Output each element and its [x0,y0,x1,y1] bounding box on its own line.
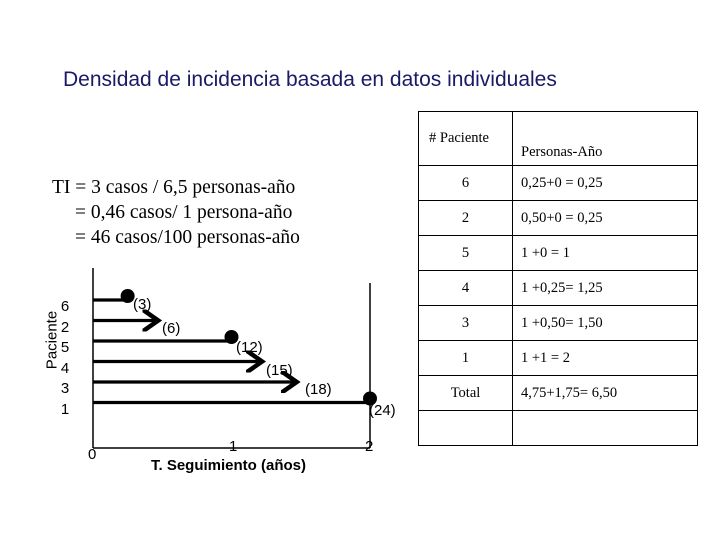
slide-title: Densidad de incidencia basada en datos individuales [63,68,557,91]
followup-duration-label: (18) [305,381,332,398]
table-cell-patient: Total [419,376,513,411]
person-years-table [418,111,698,446]
table-header-patient: # Paciente [419,112,513,166]
x-tick-label: 2 [365,438,374,455]
table-row [419,166,698,201]
patient-label: 6 [60,298,70,315]
table-cell-patient: 3 [419,306,513,341]
table-row [419,236,698,271]
patient-label: 2 [60,318,70,336]
table-cell-patient: 2 [419,201,513,236]
table-row-empty [419,411,698,446]
patient-label: 3 [60,380,70,397]
table-cell-patient: 6 [419,166,513,201]
table-cell-patient: 5 [419,236,513,271]
table-header-person-years: Personas-Año [513,112,698,166]
formula-line-2: = 0,46 casos/ 1 persona-año [75,202,293,223]
table-row [419,271,698,306]
formula-line-1: TI = 3 casos / 6,5 personas-año [52,177,296,198]
table-cell-value: 1 +0,50= 1,50 [513,306,698,341]
patient-label: 4 [60,359,70,377]
table-row [419,306,698,341]
followup-duration-label: (12) [236,339,263,356]
table-row [419,201,698,236]
table-cell-value: 1 +0 = 1 [513,236,698,271]
x-axis-title: T. Seguimiento (años) [151,457,307,474]
table-cell-value: 1 +1 = 2 [513,341,698,376]
table-cell-value: 1 +0,25= 1,25 [513,271,698,306]
followup-duration-label: (24) [369,402,396,419]
x-tick-label: 1 [229,438,238,455]
table-row [419,341,698,376]
patient-label: 5 [60,339,70,356]
table-cell-empty [419,411,513,446]
y-axis-title: Paciente [43,310,61,370]
table-cell-empty [513,411,698,446]
followup-duration-label: (15) [266,362,293,379]
table-cell-value: 0,50+0 = 0,25 [513,201,698,236]
table-header-row [419,112,698,166]
table-cell-value: 4,75+1,75= 6,50 [513,376,698,411]
followup-duration-label: (3) [133,296,152,313]
table-cell-patient: 4 [419,271,513,306]
followup-duration-label: (6) [162,320,181,337]
table-cell-patient: 1 [419,341,513,376]
table-row [419,376,698,411]
x-tick-label: 0 [88,446,97,463]
formula-line-3: = 46 casos/100 personas-año [75,227,300,248]
patient-label: 1 [60,400,70,418]
table-cell-value: 0,25+0 = 0,25 [513,166,698,201]
